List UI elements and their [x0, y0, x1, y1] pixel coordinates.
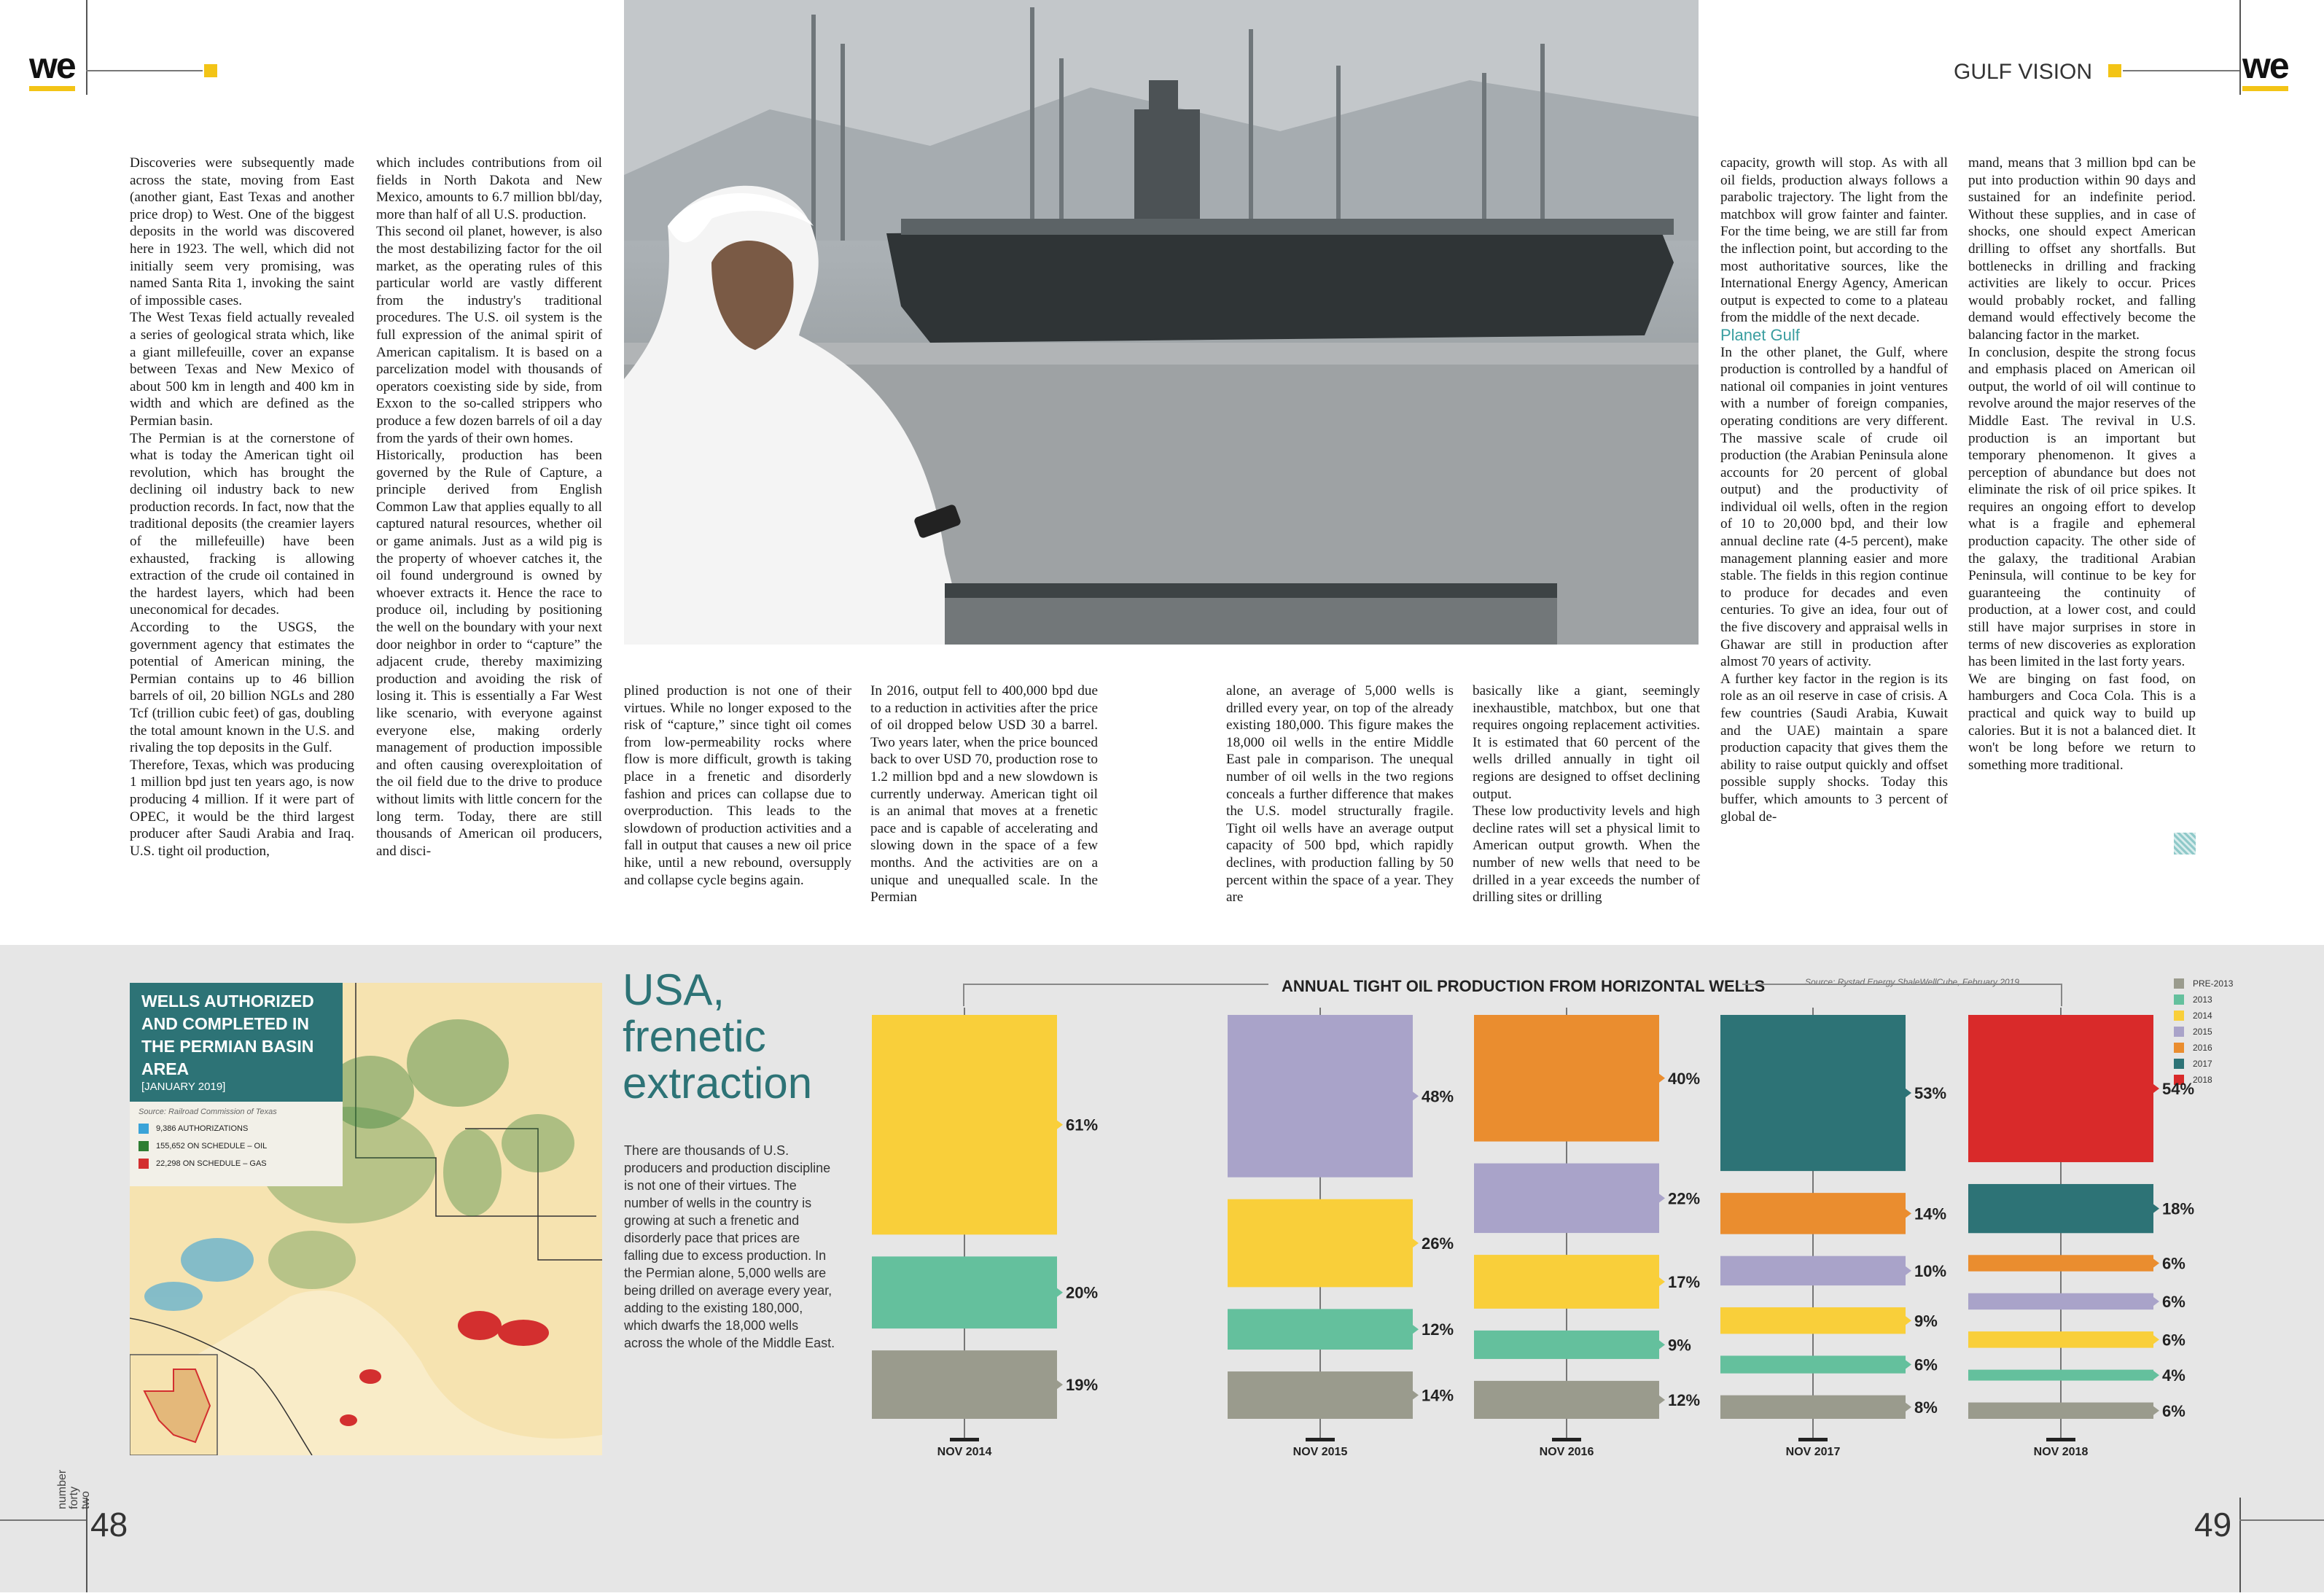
chart-legend-item — [2174, 1008, 2320, 1024]
data-label: 18% — [2162, 1199, 2195, 1218]
data-label: 6% — [2162, 1292, 2185, 1311]
page-number-left: 48 — [90, 1506, 128, 1544]
legend-label: 155,652 ON SCHEDULE – OIL — [156, 1142, 268, 1151]
category-label: NOV 2017 — [1785, 1446, 1841, 1458]
legend-label: 9,386 AUTHORIZATIONS — [156, 1124, 249, 1133]
legend-swatch — [2174, 1075, 2184, 1085]
data-label: 14% — [1914, 1204, 1947, 1223]
paragraph: basically like a giant, seemingly inexhaustible, matchbox, but one that requires ongoing replacement activities. It is estimated that 60 percent of the wells drilled annually in tight oil regions are designed to offset declining output. — [1473, 683, 1700, 802]
subheading: Planet Gulf — [1720, 325, 1800, 344]
paragraph: This second oil planet, however, is also the most destabilizing factor for the oil market, as the operating rules of this particular world are vastly different from the industry's traditional procedures. The U.S. oil system is the full expression of the animal spirit of American capitalism. It is based on a parcelization model with thousands of operators coexisting side by side, from Exxon to the so-called strippers who produce a few dozen barrels of oil a day from the yards of their own homes. — [376, 224, 602, 446]
footer-line-right — [2239, 1519, 2324, 1521]
category-label: NOV 2016 — [1539, 1446, 1594, 1458]
legend-swatch — [2174, 978, 2184, 989]
footer-rule-left — [86, 1498, 87, 1592]
paragraph: In the other planet, the Gulf, where production is controlled by a handful of national oil companies in joint ventures with a number of foreign companies, operating conditions are very different. The massive scale of crude oil production (the Arabian Peninsula alone accounts for 20 percent of global output) and the productivity of individual oil wells, often in the region of 10 to 20,000 bpd, and their low annual decline rate (4-5 percent), make management planning easier and more stable. The fields in this region continue to produce for decades and even centuries. To give an idea, four out of the five discovery and appraisal wells in Ghawar are still in production after almost 70 years of activity. — [1720, 344, 1948, 670]
chart-legend-item — [2174, 976, 2320, 992]
legend-swatch — [2174, 994, 2184, 1005]
logo-left: we — [29, 47, 75, 91]
sidebar-heading: USA, frenetic extraction — [623, 965, 813, 1108]
map-title: WELLS AUTHORIZED AND COMPLETED IN THE PERMIAN BASIN AREA — [141, 992, 314, 1078]
data-label: 53% — [1914, 1084, 1947, 1103]
issue-label: number forty two — [56, 1469, 92, 1509]
data-label: 54% — [2162, 1079, 2195, 1098]
data-label: 12% — [1422, 1320, 1454, 1339]
data-label: 6% — [2162, 1401, 2185, 1420]
data-label: 8% — [1914, 1398, 1938, 1417]
legend-label: PRE-2013 — [2193, 978, 2234, 989]
chart-title: ANNUAL TIGHT OIL PRODUCTION FROM HORIZONTAL WELLS — [1282, 977, 1766, 995]
footer-line-left — [0, 1519, 86, 1521]
map-legend-authorizations — [139, 1124, 334, 1134]
photo-illustration — [624, 0, 1699, 645]
chart-legend-item — [2174, 1072, 2320, 1088]
sidebar-body: There are thousands of U.S. producers and production discipline is not one of their virtues. The number of wells in the country is growing at such a frenetic and disorderly pace that prices are falling due to excess production. In the Permian alone, 5,000 wells are being drilled on average every year, adding to the existing 180,000, which dwarfs the 18,000 wells across the whole of the Middle East. — [624, 1143, 835, 1350]
map-legend-panel — [130, 983, 343, 1172]
paragraph: The Permian is at the cornerstone of what is today the American tight oil revolution, which has brought the declining oil industry back to new production records. In fact, now that the traditional deposits (the creamier layers of the millefeuille) have been exhausted, fracking is allowing extraction of the crude oil contained in the hardest layers, which had been uneconomical for decades. — [130, 430, 354, 618]
data-label: 4% — [2162, 1366, 2185, 1385]
header-line-left — [86, 70, 203, 71]
paragraph: In 2016, output fell to 400,000 bpd due to a reduction in activities after the price of oil dropped below USD 30 a barrel. Two years later, when the price bounced back to over USD 70, production rose to 1.2 million bpd and a new slowdown is currently underway. American tight oil is an animal that moves at a frenetic pace and is capable of accelerating and slowing down in the space of a few months. And the activities are on a unique and unequalled scale. In the Permian — [870, 683, 1098, 906]
paragraph: In conclusion, despite the strong focus and emphasis placed on American oil output, the world of oil will continue to revolve around the major reserves of the Middle East. The revival in U.S. production is an important but temporary phenomenon. It gives a perception of abundance but does not eliminate the risk of oil price spikes. It requires an ongoing effort to develop what is a fragile and ephemeral production capacity. The other side of the galaxy, the traditional Arabian Peninsula, will continue to be key for guaranteeing the continuity of production, at a lower cost, and could still have major surprises in store in terms of new discoveries as exploration has been limited in the last forty years. — [1968, 344, 2196, 670]
chart-source: Source: Rystad Energy ShaleWellCube, February 2019 — [1805, 977, 2019, 987]
section-title: GULF VISION — [1954, 60, 2093, 84]
paragraph: alone, an average of 5,000 wells is drilled every year, on top of the already existing 180,000. This figure makes the 18,000 oil wells in the entire Middle East pale in comparison. The unequal number of oil wells in the two regions conceals a further difference that makes the U.S. model structurally fragile. Tight oil wells have an average output capacity of 500 bpd, which rapidly declines, with production falling by 50 percent within the space of a year. They are — [1226, 683, 1454, 906]
article-column-7 — [1720, 155, 1948, 825]
logo-right: we — [2242, 47, 2288, 91]
legend-label: 2016 — [2193, 1043, 2212, 1053]
paragraph: capacity, growth will stop. As with all oil fields, production always follows a parabolic trajectory. The light from the matchbox will grow fainter and fainter. For the time being, we are still far from the inflection point, but according to the most authoritative sources, like the International Energy Agency, American output is expected to come to a plateau from the middle of the next decade. — [1720, 155, 1948, 326]
legend-swatch — [139, 1159, 149, 1169]
chart-legend-item — [2174, 1056, 2320, 1072]
article-column-4 — [870, 682, 1098, 906]
paragraph: A further key factor in the region is its role as an oil reserve in case of crisis. A few countries (Saudi Arabia, Kuwait and the UAE) maintain a spare production capacity that gives them the ability to raise output quickly and offset possible supply shocks. Today this buffer, which amounts to 3 percent of global de- — [1720, 671, 1948, 825]
legend-swatch — [2174, 1027, 2184, 1037]
legend-label: 2015 — [2193, 1027, 2212, 1037]
category-label: NOV 2018 — [2033, 1446, 2089, 1458]
map-legend-gas — [139, 1159, 334, 1169]
data-label: 10% — [1914, 1261, 1947, 1280]
legend-label: 2017 — [2193, 1059, 2212, 1069]
paragraph: Discoveries were subsequently made across the state, moving from East (another giant, East Texas and another price drop) to West. One of the biggest deposits in the world was discovered here in 1923. The well, which did not initially seem very promising, was named Santa Rita 1, invoking the saint of impossible cases. — [130, 155, 354, 308]
data-label: 6% — [2162, 1254, 2185, 1273]
legend-label: 22,298 ON SCHEDULE – GAS — [156, 1159, 267, 1168]
data-label: 40% — [1668, 1069, 1701, 1088]
paragraph: plined production is not one of their virtues. While no longer exposed to the risk of “capture,” since tight oil comes from low-permeability rocks where flow is more difficult, growth is taking place in a frenetic and disorderly fashion and prices can collapse due to overproduction. This leads to the slowdown of production activities and a fall in output that causes a new oil price hike, until a new rebound, oversupply and collapse cycle begins again. — [624, 683, 851, 888]
article-column-5 — [1226, 682, 1454, 906]
paragraph: mand, means that 3 million bpd can be put into production within 90 days and sustained for an indefinite period. Without these supplies, and in case of shocks, one should expect American drilling to offset any shortfalls. But bottlenecks in drilling and fracking activities are likely to occur. Prices would probably rocket, and falling demand would effectively become the balancing factor in the market. — [1968, 155, 2196, 343]
data-label: 17% — [1668, 1272, 1701, 1291]
map-legend-oil — [139, 1141, 334, 1151]
legend-label: 2018 — [2193, 1075, 2212, 1085]
data-label: 9% — [1914, 1312, 1938, 1331]
paragraph: Therefore, Texas, which was producing 1 million bpd just ten years ago, is now producing 4 million. If it were part of OPEC, it would be the third largest producer after Saudi Arabia and Iraq. U.S. tight oil production, — [130, 757, 354, 859]
chart-legend-item — [2174, 1024, 2320, 1040]
legend-swatch — [2174, 1043, 2184, 1053]
paragraph: These low productivity levels and high decline rates will set a physical limit to American output growth. When the number of new wells that need to be drilled in a year exceeds the number of drilling sites or drilling — [1473, 803, 1700, 906]
paragraph: Historically, production has been governed by the Rule of Capture, a principle derived from English Common Law that applies equally to all captured natural resources, whether oil or game animals. Just as a wild pig is the property of whoever catches it, the oil found underground is owned by whoever extracts it. Hence the race to produce oil, including by positioning the well on the boundary with your next door neighbor in order to “capture” the adjacent crude, thereby maximizing production and avoiding the risk of losing it. This is essentially a Far West like scenario, with everyone against everyone else, making orderly management of production impossible and often causing overexploitation of the oil field due to the drive to produce without limits with little concern for the long term. Today, there are still thousands of American oil producers, and disci- — [376, 448, 602, 859]
hero-photo — [624, 0, 1699, 645]
data-label: 48% — [1422, 1087, 1454, 1106]
map-title-box — [130, 983, 343, 1102]
article-column-1 — [130, 155, 354, 860]
legend-swatch — [2174, 1011, 2184, 1021]
legend-swatch — [139, 1124, 149, 1134]
header-line-right — [2123, 70, 2239, 71]
end-mark — [2174, 833, 2196, 855]
data-label: 6% — [2162, 1331, 2185, 1350]
header-marker-right — [2108, 64, 2121, 77]
page-number-right: 49 — [2194, 1506, 2232, 1544]
paragraph: We are binging on fast food, on hamburgers and Coca Cola. This is a practical and quick way to build up calories. But it is not a balanced diet. It won't be long before we return to something more traditional. — [1968, 671, 2196, 773]
chart-legend-item — [2174, 1040, 2320, 1056]
footer-rule-right — [2239, 1498, 2241, 1592]
category-label: NOV 2014 — [937, 1446, 992, 1458]
data-label: 22% — [1668, 1189, 1701, 1208]
paragraph: which includes contributions from oil fields in North Dakota and New Mexico, amounts to 6.7 million bbl/day, more than half of all U.S. production. — [376, 155, 602, 222]
permian-map — [130, 983, 602, 1455]
article-column-3 — [624, 682, 851, 889]
data-label: 20% — [1066, 1283, 1099, 1302]
paragraph: The West Texas field actually revealed a series of geological strata which, like a giant millefeuille, cover an expanse between Texas and New Mexico of about 500 km in length and 400 km in width and which are defined as the Permian basin. — [130, 310, 354, 429]
data-label: 26% — [1422, 1234, 1454, 1253]
map-date: [JANUARY 2019] — [141, 1081, 226, 1093]
chart-legend — [2174, 976, 2320, 1088]
paragraph: According to the USGS, the government agency that estimates the potential of American mining, the Permian contains up to 46 billion barrels of oil, 20 billion NGLs and 280 Tcf (trillion cubic feet) of gas, doubling the total amount known in the U.S. and rivaling the top deposits in the Gulf. — [130, 620, 354, 756]
header-rule-right — [2239, 0, 2241, 95]
article-column-2 — [376, 155, 602, 860]
article-column-6 — [1473, 682, 1700, 906]
chart-legend-item — [2174, 992, 2320, 1008]
category-label: NOV 2015 — [1292, 1446, 1348, 1458]
header-rule-left — [86, 0, 87, 95]
legend-swatch — [139, 1141, 149, 1151]
article-column-8 — [1968, 155, 2196, 774]
data-label: 14% — [1422, 1386, 1454, 1405]
data-label: 12% — [1668, 1390, 1701, 1409]
legend-label: 2014 — [2193, 1011, 2212, 1021]
data-label: 6% — [1914, 1355, 1938, 1374]
data-label: 9% — [1668, 1336, 1691, 1355]
data-label: 19% — [1066, 1376, 1099, 1395]
legend-label: 2013 — [2193, 994, 2212, 1005]
header-marker-left — [204, 64, 217, 77]
data-label: 61% — [1066, 1116, 1099, 1134]
legend-swatch — [2174, 1059, 2184, 1069]
map-source: Source: Railroad Commission of Texas — [139, 1108, 277, 1116]
